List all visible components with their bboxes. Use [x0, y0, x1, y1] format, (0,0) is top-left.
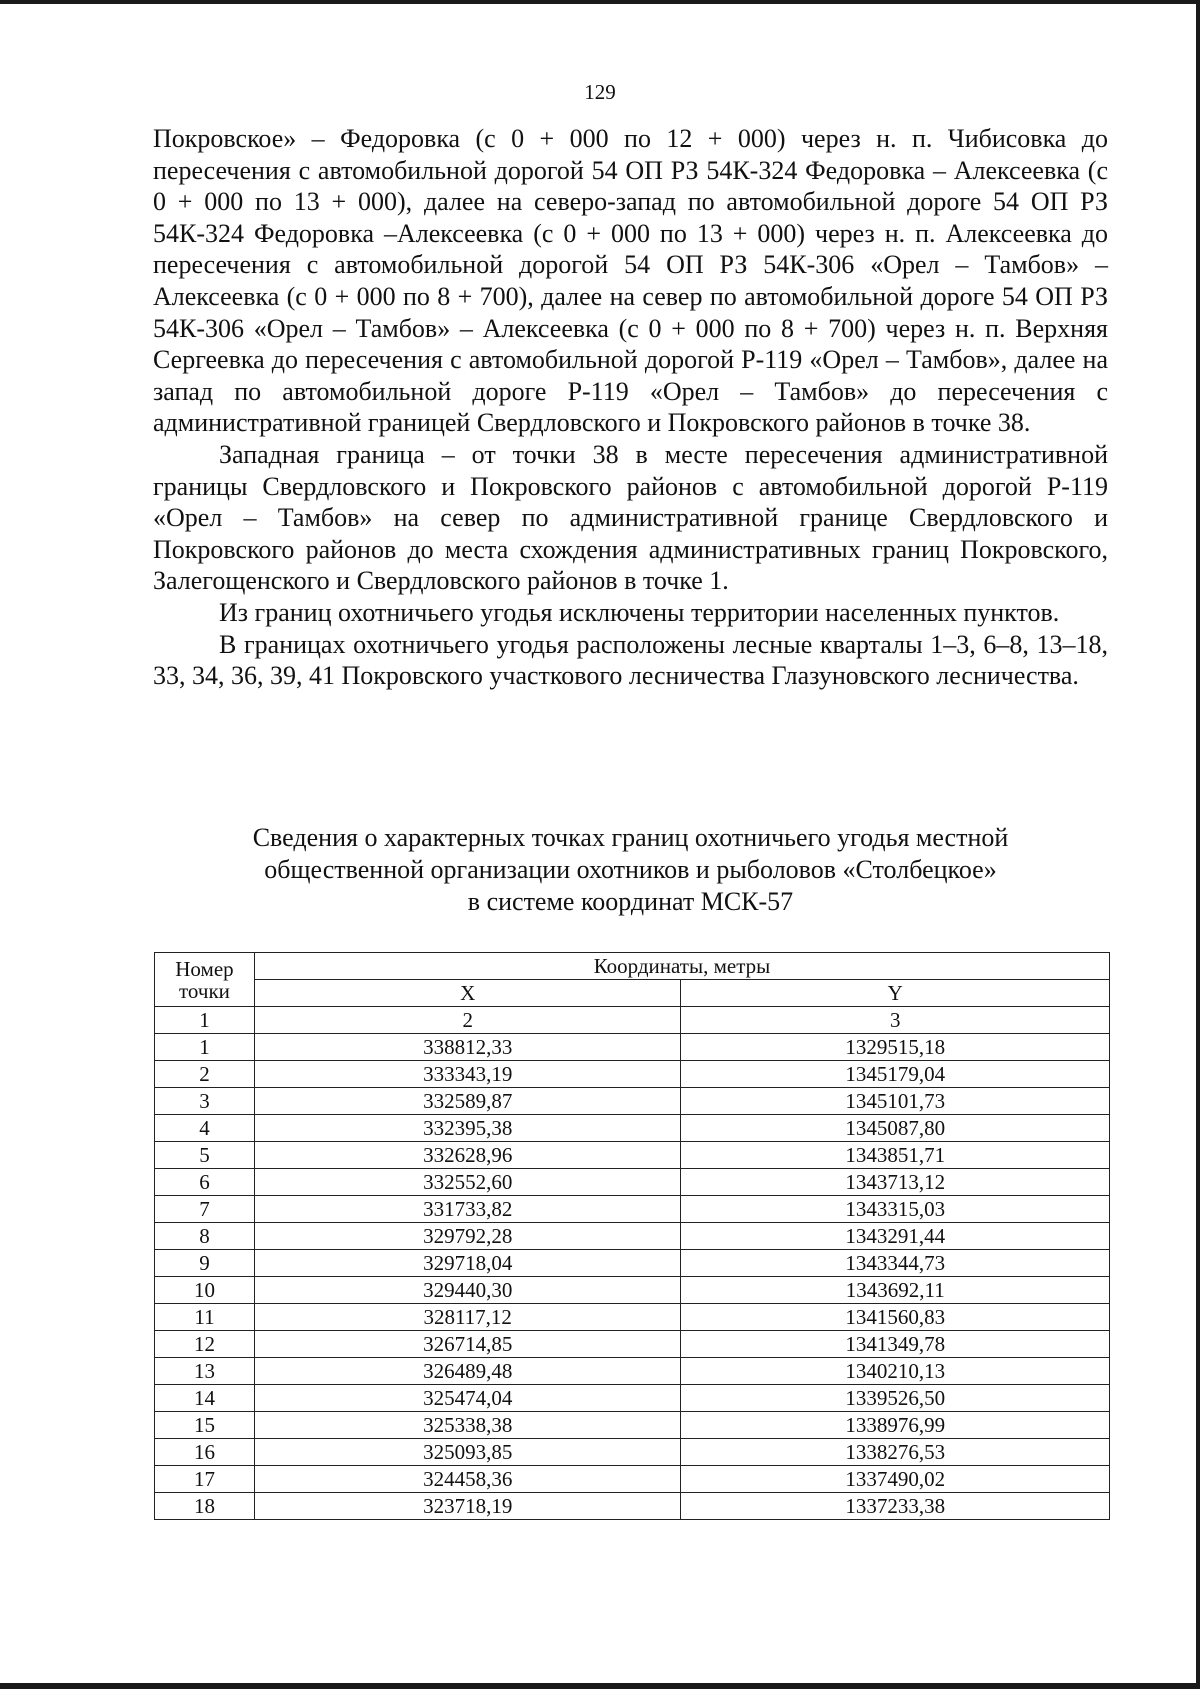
table-title-line-3: в системе координат МСК-57 [467, 887, 794, 916]
header-point-line-2: точки [179, 978, 230, 1003]
point-number-cell: 16 [155, 1439, 255, 1466]
header-point-line-1: Номер [175, 956, 234, 981]
point-number-cell: 7 [155, 1196, 255, 1223]
y-coordinate-cell: 1345101,73 [681, 1088, 1110, 1115]
point-number-cell: 3 [155, 1088, 255, 1115]
y-coordinate-cell: 1329515,18 [681, 1034, 1110, 1061]
coordinates-table [154, 952, 1110, 1520]
x-coordinate-cell: 338812,33 [254, 1034, 681, 1061]
table-row [155, 1277, 1110, 1304]
point-number-cell: 2 [155, 1061, 255, 1088]
table-row [155, 1331, 1110, 1358]
x-coordinate-cell: 332589,87 [254, 1088, 681, 1115]
x-coordinate-cell: 328117,12 [254, 1304, 681, 1331]
x-coordinate-cell: 323718,19 [254, 1493, 681, 1520]
point-number-cell: 1 [155, 1034, 255, 1061]
x-coordinate-cell: 329792,28 [254, 1223, 681, 1250]
x-coordinate-cell: 329440,30 [254, 1277, 681, 1304]
table-row [155, 1034, 1110, 1061]
point-number-cell: 18 [155, 1493, 255, 1520]
y-coordinate-cell: 1345179,04 [681, 1061, 1110, 1088]
y-coordinate-cell: 1340210,13 [681, 1358, 1110, 1385]
y-coordinate-cell: 1343851,71 [681, 1142, 1110, 1169]
y-coordinate-cell: 1338976,99 [681, 1412, 1110, 1439]
coordinates-table-body [155, 1034, 1110, 1520]
x-coordinate-cell: 329718,04 [254, 1250, 681, 1277]
column-number-3: 3 [681, 1007, 1110, 1034]
table-row [155, 1142, 1110, 1169]
y-coordinate-cell: 1341560,83 [681, 1304, 1110, 1331]
table-title-line-2: общественной организации охотников и рыболовов «Столбецкое» [264, 855, 997, 884]
y-coordinate-cell: 1343344,73 [681, 1250, 1110, 1277]
x-coordinate-cell: 331733,82 [254, 1196, 681, 1223]
table-row [155, 1223, 1110, 1250]
table-row [155, 1493, 1110, 1520]
paragraph-exclusions: Из границ охотничьего угодья исключены территории населенных пунктов. [219, 597, 1060, 627]
point-number-cell: 14 [155, 1385, 255, 1412]
x-coordinate-cell: 332395,38 [254, 1115, 681, 1142]
point-number-cell: 17 [155, 1466, 255, 1493]
x-coordinate-cell: 332628,96 [254, 1142, 681, 1169]
table-row [155, 1385, 1110, 1412]
header-x: X [254, 980, 681, 1007]
column-number-2: 2 [254, 1007, 681, 1034]
y-coordinate-cell: 1343315,03 [681, 1196, 1110, 1223]
table-row [155, 1439, 1110, 1466]
point-number-cell: 15 [155, 1412, 255, 1439]
header-coordinates: Координаты, метры [254, 953, 1109, 980]
table-row [155, 1169, 1110, 1196]
table-row [155, 1466, 1110, 1493]
x-coordinate-cell: 325474,04 [254, 1385, 681, 1412]
table-title [153, 822, 1108, 918]
point-number-cell: 11 [155, 1304, 255, 1331]
y-coordinate-cell: 1337490,02 [681, 1466, 1110, 1493]
x-coordinate-cell: 333343,19 [254, 1061, 681, 1088]
y-coordinate-cell: 1339526,50 [681, 1385, 1110, 1412]
y-coordinate-cell: 1343692,11 [681, 1277, 1110, 1304]
x-coordinate-cell: 326489,48 [254, 1358, 681, 1385]
column-number-1: 1 [155, 1007, 255, 1034]
scan-top-border [0, 0, 1200, 4]
point-number-cell: 8 [155, 1223, 255, 1250]
table-row [155, 1115, 1110, 1142]
y-coordinate-cell: 1345087,80 [681, 1115, 1110, 1142]
table-row [155, 1250, 1110, 1277]
point-number-cell: 9 [155, 1250, 255, 1277]
paragraph-continuation: Покровское» – Федоровка (с 0 + 000 по 12 + 000) через н. п. Чибисовка до пересечения с автомобильной дорогой 54 ОП РЗ 54К-324 Федоровка – Алексеевка (с 0 + 000 по 13 + 000), далее на северо-запад по автомобильной дороге 54 ОП РЗ 54К-324 Федоровка –Алексеевка (с 0 + 000 по 13 + 000) через н. п. Алексеевка до пересечения с автомобильной дорогой 54 ОП РЗ 54К-306 «Орел – Тамбов» – Алексеевка (с 0 + 000 по 8 + 700), далее на север по автомобильной дороге 54 ОП РЗ 54К-306 «Орел – Тамбов» – Алексеевка (с 0 + 000 по 8 + 700) через н. п. Верхняя Сергеевка до пересечения с автомобильной дорогой Р-119 «Орел – Тамбов», далее на запад по автомобильной дороге Р-119 «Орел – Тамбов» до пересечения с административной границей Свердловского и Покровского районов в точке 38. [153, 124, 1108, 438]
x-coordinate-cell: 324458,36 [254, 1466, 681, 1493]
y-coordinate-cell: 1338276,53 [681, 1439, 1110, 1466]
x-coordinate-cell: 332552,60 [254, 1169, 681, 1196]
x-coordinate-cell: 325093,85 [254, 1439, 681, 1466]
header-y: Y [681, 980, 1110, 1007]
body-text [153, 123, 1108, 692]
scan-bottom-border [0, 1683, 1200, 1689]
table-subheader-row [155, 980, 1110, 1007]
table-title-line-1: Сведения о характерных точках границ охотничьего угодья местной [252, 823, 1009, 852]
y-coordinate-cell: 1337233,38 [681, 1493, 1110, 1520]
y-coordinate-cell: 1343291,44 [681, 1223, 1110, 1250]
x-coordinate-cell: 326714,85 [254, 1331, 681, 1358]
page-number: 129 [584, 80, 616, 104]
table-column-numbers-row [155, 1007, 1110, 1034]
point-number-cell: 12 [155, 1331, 255, 1358]
point-number-cell: 5 [155, 1142, 255, 1169]
table-row [155, 1304, 1110, 1331]
x-coordinate-cell: 325338,38 [254, 1412, 681, 1439]
table-row [155, 1061, 1110, 1088]
y-coordinate-cell: 1341349,78 [681, 1331, 1110, 1358]
table-row [155, 1088, 1110, 1115]
scan-right-border [1196, 0, 1200, 1689]
table-header-row [155, 953, 1110, 980]
y-coordinate-cell: 1343713,12 [681, 1169, 1110, 1196]
point-number-cell: 10 [155, 1277, 255, 1304]
paragraph-forest-quarters: В границах охотничьего угодья расположены лесные кварталы 1–3, 6–8, 13–18, 33, 34, 36, 39, 41 Покровского участкового лесничества Глазуновского лесничества. [153, 629, 1108, 691]
table-row [155, 1412, 1110, 1439]
paragraph-western-border: Западная граница – от точки 38 в месте пересечения административной границы Свердловского и Покровского районов с автомобильной дорогой Р-119 «Орел – Тамбов» на север по административной границе Свердловского и Покровского районов до места схождения административных границ Покровского, Залегощенского и Свердловского районов в точке 1. [153, 439, 1108, 596]
header-point-number [155, 953, 255, 1007]
table-row [155, 1196, 1110, 1223]
point-number-cell: 4 [155, 1115, 255, 1142]
point-number-cell: 6 [155, 1169, 255, 1196]
point-number-cell: 13 [155, 1358, 255, 1385]
table-row [155, 1358, 1110, 1385]
